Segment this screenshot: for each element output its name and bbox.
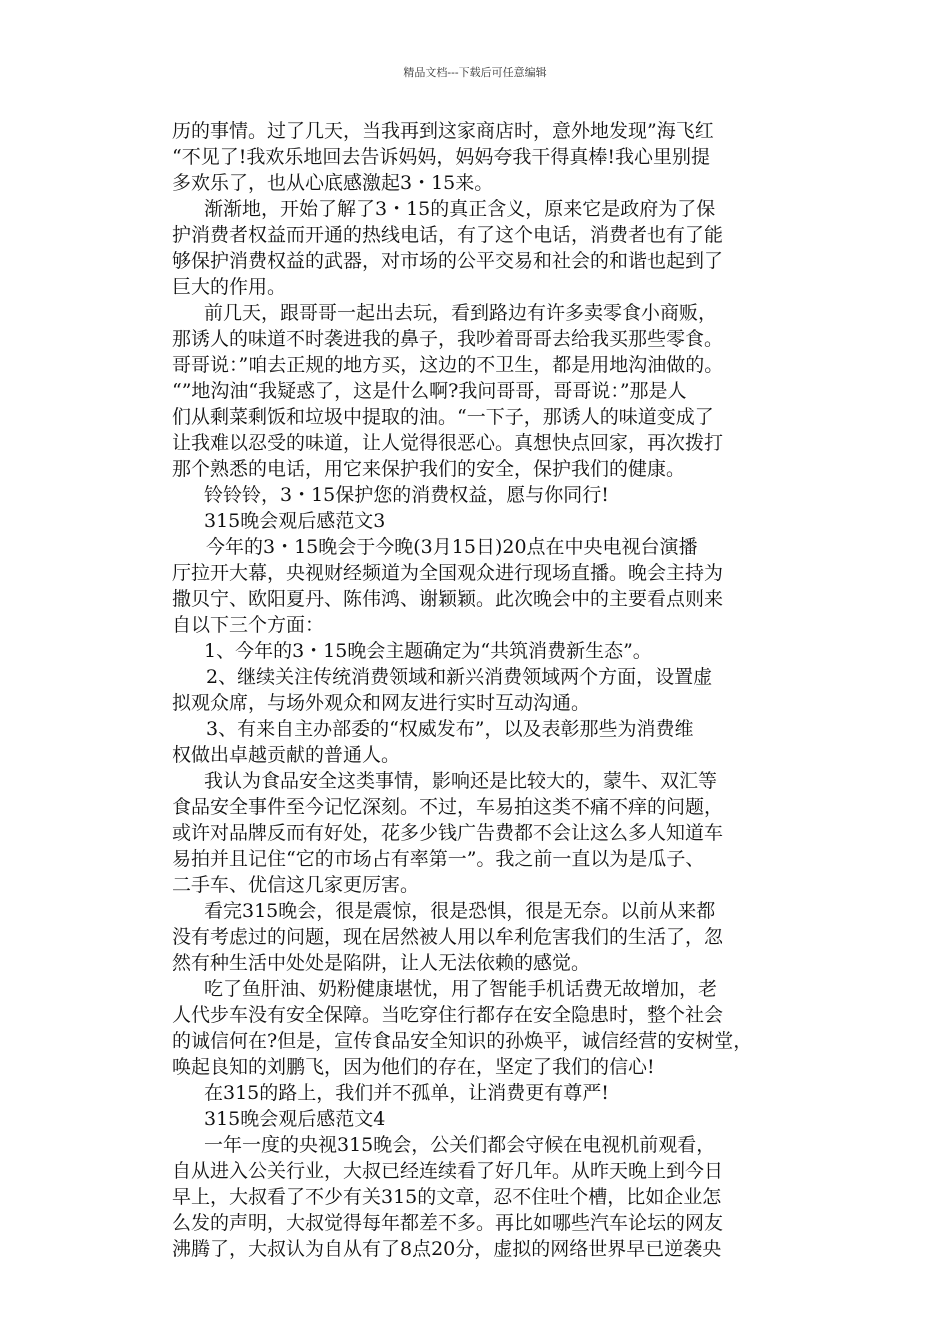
text-line: 渐渐地，开始了解了3・15的真正含义，原来它是政府为了保 — [204, 198, 716, 220]
text-line: 没有考虑过的问题，现在居然被人用以牟利危害我们的生活了，忽 — [172, 926, 724, 948]
text-line: 人代步车没有安全保障。当吃穿住行都存在安全隐患时，整个社会 — [172, 1004, 724, 1026]
text-line: 哥哥说：”咱去正规的地方买，这边的不卫生，都是用地沟油做的。 — [172, 354, 724, 376]
text-line: 在315的路上，我们并不孤单，让消费更有尊严! — [204, 1082, 609, 1104]
document-body — [172, 118, 812, 1262]
text-line: 前几天，跟哥哥一起出去玩，看到路边有许多卖零食小商贩， — [204, 302, 718, 324]
text-line: 315晚会观后感范文4 — [204, 1108, 386, 1130]
text-line: 历的事情。过了几天，当我再到这家商店时，意外地发现”海飞红 — [172, 120, 714, 142]
text-line: 么发的声明，大叔觉得每年都差不多。再比如哪些汽车论坛的网友 — [172, 1212, 724, 1234]
text-line: 我认为食品安全这类事情，影响还是比较大的，蒙牛、双汇等 — [204, 770, 718, 792]
text-line: 一年一度的央视315晚会，公关们都会守候在电视机前观看， — [204, 1134, 716, 1156]
text-line: 今年的3・15晚会于今晚(3月15日)20点在中央电视台演播 — [206, 536, 698, 558]
text-line: 早上，大叔看了不少有关315的文章，忍不住吐个槽，比如企业怎 — [172, 1186, 722, 1208]
text-line: 拟观众席，与场外观众和网友进行实时互动沟通。 — [172, 692, 591, 714]
text-line: 易拍并且记住“它的市场占有率第一”。我之前一直以为是瓜子、 — [172, 848, 705, 870]
text-line: 铃铃铃，3・15保护您的消费权益，愿与你同行! — [204, 484, 609, 506]
text-line: 吃了鱼肝油、奶粉健康堪忧，用了智能手机话费无故增加，老 — [204, 978, 718, 1000]
text-line: 然有种生活中处处是陷阱，让人无法依赖的感觉。 — [172, 952, 591, 974]
page-header: 精品文档---下载后可任意编辑 — [403, 66, 547, 79]
text-line: 看完315晚会，很是震惊，很是恐惧，很是无奈。以前从来都 — [204, 900, 716, 922]
text-line: 315晚会观后感范文3 — [204, 510, 386, 532]
text-line: 权做出卓越贡献的普通人。 — [172, 744, 401, 766]
text-line: 1、今年的3・15晚会主题确定为“共筑消费新生态”。 — [204, 640, 652, 662]
text-line: 厅拉开大幕，央视财经频道为全国观众进行现场直播。晚会主持为 — [172, 562, 724, 584]
text-line: “不见了!我欢乐地回去告诉妈妈，妈妈夸我干得真棒!我心里别提 — [172, 146, 710, 168]
text-line: 食品安全事件至今记忆深刻。不过，车易拍这类不痛不痒的问题， — [172, 796, 724, 818]
text-line: 够保护消费权益的武器，对市场的公平交易和社会的和谐也起到了 — [172, 250, 724, 272]
text-line: 或许对品牌反而有好处，花多少钱广告费都不会让这么多人知道车 — [172, 822, 724, 844]
text-line: 自以下三个方面： — [172, 614, 325, 636]
text-line: 唤起良知的刘鹏飞，因为他们的存在，坚定了我们的信心! — [172, 1056, 655, 1078]
text-line: 二手车、优信这几家更厉害。 — [172, 874, 420, 896]
text-line: 那个熟悉的电话，用它来保护我们的安全，保护我们的健康。 — [172, 458, 686, 480]
text-line: 巨大的作用。 — [172, 276, 287, 298]
text-line: 2、继续关注传统消费领域和新兴消费领域两个方面，设置虚 — [206, 666, 713, 688]
text-line: 多欢乐了，也从心底感激起3・15来。 — [172, 172, 494, 194]
text-line: 那诱人的味道不时袭进我的鼻子，我吵着哥哥去给我买那些零食。 — [172, 328, 724, 350]
text-line: 护消费者权益而开通的热线电话，有了这个电话，消费者也有了能 — [172, 224, 724, 246]
text-line: 们从剩菜剩饭和垃圾中提取的油。“一下子，那诱人的味道变成了 — [172, 406, 714, 428]
text-line: 3、有来自主办部委的“权威发布”，以及表彰那些为消费维 — [206, 718, 694, 740]
text-line: “”地沟油“我疑惑了，这是什么啊?我问哥哥，哥哥说：”那是人 — [172, 380, 687, 402]
text-line: 自从进入公关行业，大叔已经连续看了好几年。从昨天晚上到今日 — [172, 1160, 724, 1182]
text-line: 沸腾了，大叔认为自从有了8点20分，虚拟的网络世界早已逆袭央 — [172, 1238, 722, 1260]
text-line: 撒贝宁、欧阳夏丹、陈伟鸿、谢颖颖。此次晚会中的主要看点则来 — [172, 588, 724, 610]
text-line: 让我难以忍受的味道，让人觉得很恶心。真想快点回家，再次拨打 — [172, 432, 724, 454]
text-line: 的诚信何在?但是，宣传食品安全知识的孙焕平，诚信经营的安树堂， — [172, 1030, 753, 1052]
